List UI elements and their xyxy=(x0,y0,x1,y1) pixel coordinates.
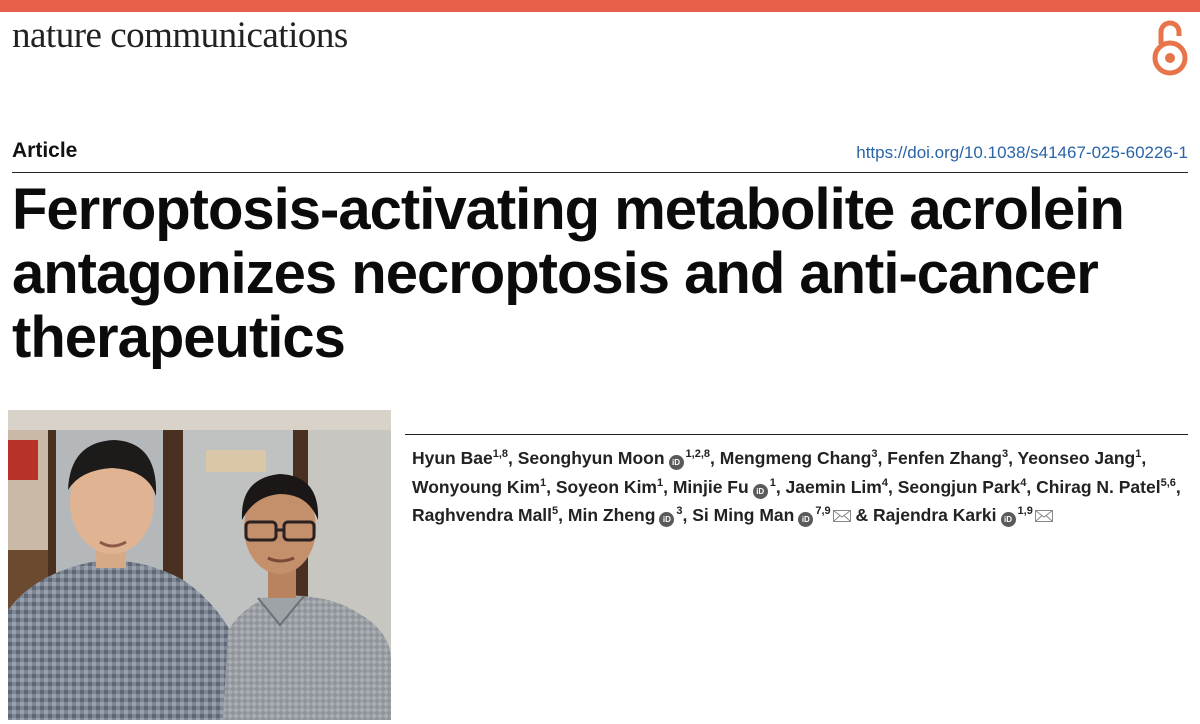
author[interactable] xyxy=(518,448,710,468)
orcid-icon[interactable]: iD xyxy=(753,484,768,499)
author[interactable] xyxy=(873,505,1053,525)
orcid-icon[interactable]: iD xyxy=(669,455,684,470)
author-name[interactable]: Seonghyun Moon xyxy=(517,448,665,468)
author-name[interactable]: Fenfen Zhang xyxy=(887,448,1002,468)
author-name[interactable]: Min Zheng xyxy=(567,505,656,525)
author-separator: , xyxy=(775,476,786,497)
author[interactable] xyxy=(412,448,508,468)
author-separator: , xyxy=(508,448,518,468)
journal-accent-bar xyxy=(0,0,1200,12)
author-name[interactable]: Rajendra Karki xyxy=(873,505,997,525)
author[interactable] xyxy=(673,477,776,497)
author-name[interactable]: Jaemin Lim xyxy=(785,476,882,497)
envelope-icon[interactable] xyxy=(833,510,851,522)
author-name[interactable]: Chirag N. Patel xyxy=(1036,476,1161,497)
open-access-icon xyxy=(1149,14,1191,78)
author[interactable] xyxy=(556,477,663,497)
author-separator: , xyxy=(887,476,898,497)
author-separator: , xyxy=(546,476,556,497)
author-affiliation: 7,9 xyxy=(815,505,831,518)
author-name[interactable]: Yeonseo Jang xyxy=(1017,448,1136,468)
author[interactable] xyxy=(1036,477,1176,497)
author-photo xyxy=(8,410,391,720)
author-affiliation: 1,8 xyxy=(492,448,509,461)
author-affiliation: 4 xyxy=(1020,476,1027,489)
title-line: Ferroptosis-activating metabolite acrolein xyxy=(12,177,1124,242)
author-list xyxy=(412,444,1188,530)
author-name[interactable]: Soyeon Kim xyxy=(555,476,657,497)
author-separator: , xyxy=(1141,448,1147,468)
title-line: antagonizes necroptosis and anti-cancer xyxy=(12,241,1098,306)
author-affiliation: 3 xyxy=(871,448,878,461)
author-separator: , xyxy=(1008,448,1018,468)
author-affiliation: 1,2,8 xyxy=(685,448,711,461)
author-name[interactable]: Minjie Fu xyxy=(672,476,749,497)
doi-link[interactable]: https://doi.org/10.1038/s41467-025-60226-1 xyxy=(856,143,1188,162)
author-affiliation: 3 xyxy=(676,505,683,518)
author-name[interactable]: Wonyoung Kim xyxy=(412,476,540,497)
journal-name[interactable]: nature communications xyxy=(12,15,348,56)
author-affiliation: 1,9 xyxy=(1017,505,1033,518)
article-type: Article xyxy=(12,139,78,162)
author-affiliation: 4 xyxy=(881,476,888,489)
author[interactable] xyxy=(887,448,1008,468)
author-affiliation: 1 xyxy=(657,476,664,489)
envelope-icon[interactable] xyxy=(1035,510,1053,522)
author[interactable] xyxy=(1018,448,1142,468)
author-name[interactable]: Mengmeng Chang xyxy=(719,448,872,468)
author-affiliation: 3 xyxy=(1002,448,1009,461)
author[interactable] xyxy=(568,505,683,525)
title-line: therapeutics xyxy=(12,305,345,370)
authors-rule xyxy=(405,434,1188,435)
orcid-icon[interactable]: iD xyxy=(798,512,813,527)
author-separator: , xyxy=(1175,476,1181,497)
author-affiliation: 1 xyxy=(540,476,547,489)
author-separator: , xyxy=(710,448,720,468)
author[interactable] xyxy=(692,505,850,525)
header-rule xyxy=(12,172,1188,173)
author[interactable] xyxy=(786,477,888,497)
author-name[interactable]: Hyun Bae xyxy=(412,448,493,468)
author-affiliation: 5,6 xyxy=(1160,476,1176,489)
author-name[interactable]: Si Ming Man xyxy=(692,505,795,525)
article-title xyxy=(12,178,1188,370)
author-separator: , xyxy=(877,448,888,468)
author-separator: , xyxy=(682,505,693,525)
author-affiliation: 1 xyxy=(769,476,776,489)
author-affiliation: 5 xyxy=(552,505,559,518)
author[interactable] xyxy=(720,448,878,468)
author-separator: , xyxy=(558,505,568,525)
author[interactable] xyxy=(412,477,546,497)
orcid-icon[interactable]: iD xyxy=(1001,512,1016,527)
author[interactable] xyxy=(898,477,1027,497)
author-affiliation: 1 xyxy=(1135,448,1142,461)
author-name[interactable]: Raghvendra Mall xyxy=(412,505,553,525)
orcid-icon[interactable]: iD xyxy=(659,512,674,527)
author-separator: & xyxy=(850,505,873,525)
author-separator: , xyxy=(663,476,673,497)
author-name[interactable]: Seongjun Park xyxy=(897,476,1021,497)
author-separator: , xyxy=(1026,476,1037,497)
author[interactable] xyxy=(412,505,558,525)
